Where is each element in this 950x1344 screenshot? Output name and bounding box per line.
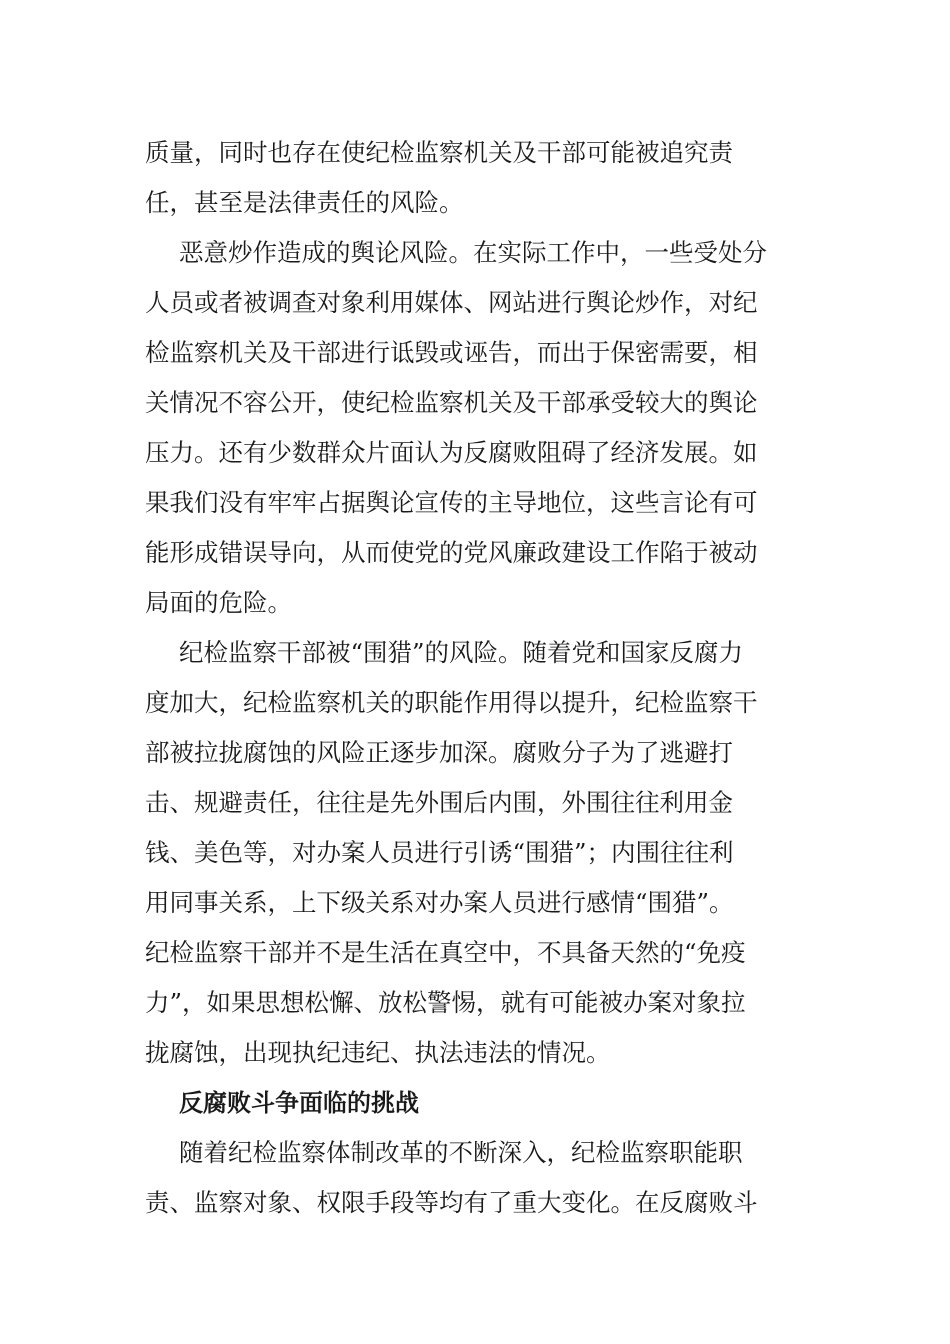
text-line: 拢腐蚀，出现执纪违纪、执法违法的情况。	[145, 1038, 611, 1067]
text-line: 检监察机关及干部进行诋毁或诬告，而出于保密需要，相	[145, 338, 758, 367]
paragraph-hunting-risk	[145, 628, 805, 1078]
text-line: 纪检监察干部被“围猎”的风险。随着党和国家反腐力	[179, 638, 744, 667]
text-line: 用同事关系，上下级关系对办案人员进行感情“围猎”。	[145, 888, 734, 917]
text-line: 能形成错误导向，从而使党的党风廉政建设工作陷于被动	[145, 538, 758, 567]
text-line: 关情况不容公开，使纪检监察机关及干部承受较大的舆论	[145, 388, 758, 417]
text-line: 压力。还有少数群众片面认为反腐败阻碍了经济发展。如	[145, 438, 758, 467]
text-line: 果我们没有牢牢占据舆论宣传的主导地位，这些言论有可	[145, 488, 758, 517]
text-line: 恶意炒作造成的舆论风险。在实际工作中，一些受处分	[179, 238, 767, 267]
text-line: 责、监察对象、权限手段等均有了重大变化。在反腐败斗	[145, 1188, 758, 1217]
section-heading: 反腐败斗争面临的挑战	[179, 1089, 419, 1117]
paragraph-public-opinion-risk	[145, 228, 805, 628]
text-line: 局面的危险。	[145, 588, 292, 617]
text-line: 击、规避责任，往往是先外围后内围，外围往往利用金	[145, 788, 733, 817]
text-line: 纪检监察干部并不是生活在真空中，不具备天然的“免疫	[145, 938, 746, 967]
text-line: 任，甚至是法律责任的风险。	[145, 188, 464, 217]
paragraph-liability-risk	[145, 128, 805, 228]
text-line: 部被拉拢腐蚀的风险正逐步加深。腐败分子为了逃避打	[145, 738, 733, 767]
text-line: 力”，如果思想松懈、放松警惕，就有可能被办案对象拉	[145, 988, 746, 1017]
text-line: 度加大，纪检监察机关的职能作用得以提升，纪检监察干	[145, 688, 758, 717]
text-line: 人员或者被调查对象利用媒体、网站进行舆论炒作，对纪	[145, 288, 758, 317]
text-line: 质量，同时也存在使纪检监察机关及干部可能被追究责	[145, 138, 733, 167]
document-body	[145, 128, 805, 1228]
text-line: 钱、美色等，对办案人员进行引诱“围猎”；内围往往利	[145, 838, 734, 867]
paragraph-challenges	[145, 1128, 805, 1228]
text-line: 随着纪检监察体制改革的不断深入，纪检监察职能职	[179, 1138, 743, 1167]
